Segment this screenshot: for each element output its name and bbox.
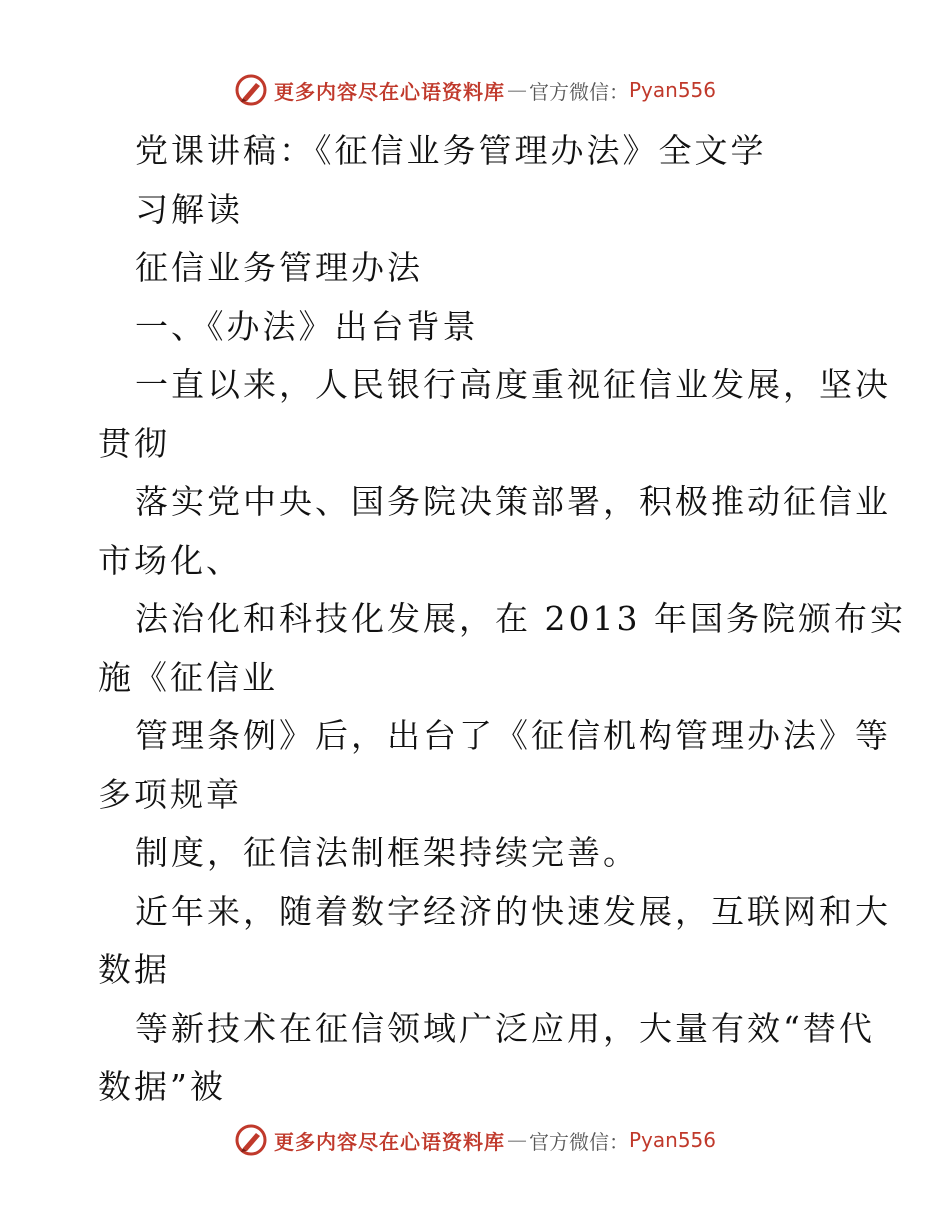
- banner-wechat-id: Pyan556: [628, 1128, 716, 1152]
- text-line: 贯彻: [98, 423, 170, 463]
- banner-wechat-label: 官方微信：: [528, 1129, 629, 1154]
- text-line: 征信业务管理办法: [135, 248, 423, 287]
- document-body: [98, 122, 906, 1117]
- text-line: 落实党中央、国务院决策部署，积极推动征信业: [135, 482, 891, 521]
- banner-dash: —: [506, 78, 527, 102]
- banner-text: 更多内容尽在心语资料库: [273, 79, 505, 104]
- text-line: 多项规章: [98, 774, 242, 814]
- footer-watermark-banner: [0, 1120, 950, 1160]
- text-line: 法治化和科技化发展，在 2013 年国务院颁布实: [135, 599, 906, 638]
- text-line: 市场化、: [98, 540, 242, 580]
- text-line: 近年来，随着数字经济的快速发展，互联网和大: [135, 891, 891, 931]
- banner-dash: —: [506, 1128, 527, 1152]
- banner-wechat-label: 官方微信：: [528, 79, 629, 104]
- text-line: 等新技术在征信领域广泛应用，大量有效“替代: [135, 1008, 875, 1048]
- text-line: 党课讲稿：《征信业务管理办法》全文学: [135, 131, 767, 170]
- text-line: 数据”被: [98, 1067, 226, 1106]
- text-line: 一、《办法》出台背景: [135, 306, 479, 346]
- text-line: 习解读: [135, 189, 243, 229]
- text-line: 一直以来，人民银行高度重视征信业发展，坚决: [135, 365, 891, 404]
- text-line: 数据: [98, 950, 170, 989]
- pen-logo-icon: [234, 73, 268, 107]
- banner-wechat-id: Pyan556: [628, 78, 716, 102]
- text-line: 施《征信业: [98, 657, 278, 697]
- text-line: 制度，征信法制框架持续完善。: [135, 833, 639, 872]
- text-line: 管理条例》后，出台了《征信机构管理办法》等: [135, 716, 891, 755]
- pen-logo-icon: [234, 1123, 268, 1157]
- header-watermark-banner: [0, 70, 950, 110]
- banner-text: 更多内容尽在心语资料库: [273, 1129, 505, 1154]
